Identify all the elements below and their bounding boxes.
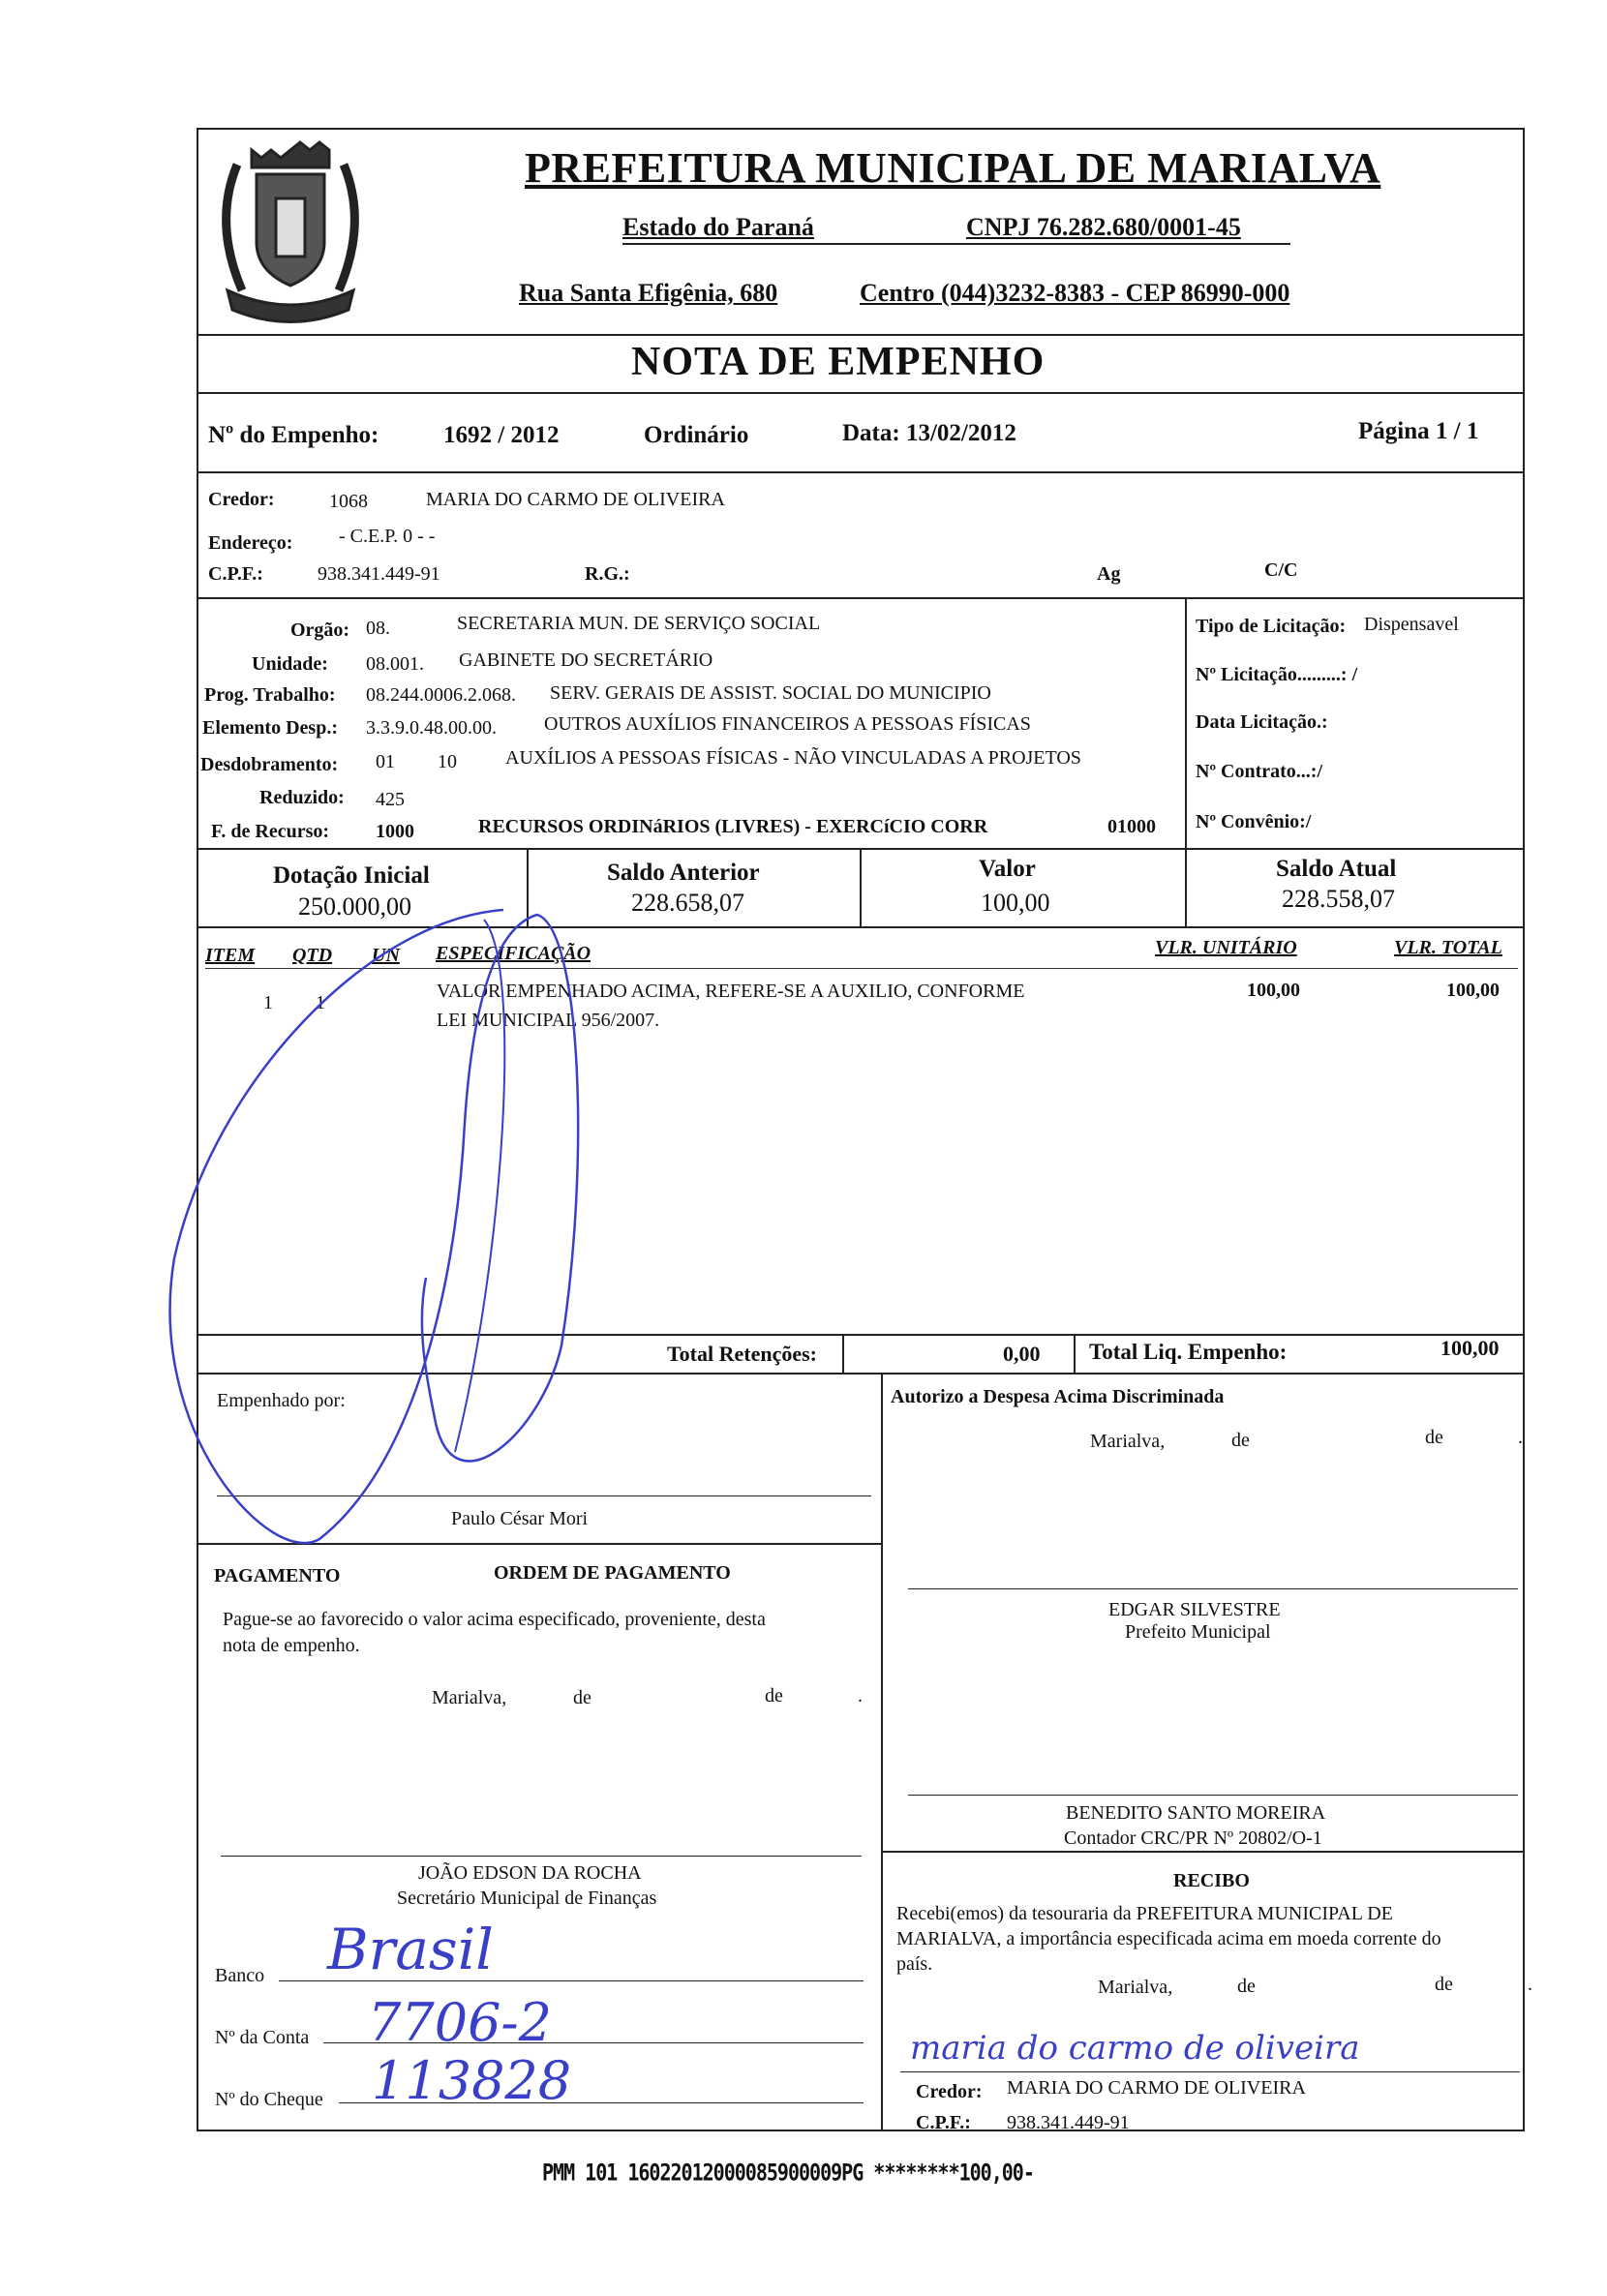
receipt-creditor-label: Credor: bbox=[916, 2081, 983, 2102]
divider-vertical bbox=[842, 1334, 844, 1373]
desdobramento-code-2: 10 bbox=[438, 751, 457, 772]
saldo-atual-label: Saldo Atual bbox=[1276, 856, 1397, 882]
creditor-signature: maria do carmo de oliveira bbox=[910, 2029, 1360, 2068]
divider bbox=[197, 597, 1525, 599]
state-label: Estado do Paraná bbox=[622, 213, 814, 241]
secretario-name: JOÃO EDSON DA ROCHA bbox=[418, 1862, 642, 1884]
district-phone-label: Centro (044)3232-8383 - CEP 86990-000 bbox=[860, 279, 1290, 307]
col-qtd: QTD bbox=[292, 945, 333, 966]
col-especificacao: ESPECIFICAÇÃO bbox=[436, 943, 591, 964]
prog-label: Prog. Trabalho: bbox=[204, 684, 336, 706]
signature-line bbox=[908, 1795, 1518, 1796]
recibo-dot: . bbox=[1528, 1974, 1532, 1995]
divider bbox=[881, 1851, 1525, 1853]
liquido-value: 100,00 bbox=[1440, 1336, 1500, 1360]
saldo-anterior-label: Saldo Anterior bbox=[607, 860, 760, 886]
empenho-date: Data: 13/02/2012 bbox=[842, 420, 1016, 446]
reduzido-label: Reduzido: bbox=[259, 787, 345, 808]
unidade-code: 08.001. bbox=[366, 653, 424, 675]
divider bbox=[197, 471, 1525, 473]
contract-number: Nº Contrato...:/ bbox=[1196, 761, 1323, 782]
orgao-label: Orgão: bbox=[290, 619, 350, 641]
signature-line bbox=[900, 2071, 1520, 2072]
item-qty: 1 bbox=[316, 992, 325, 1013]
col-total-value: VLR. TOTAL bbox=[1394, 937, 1502, 958]
divider-vertical bbox=[527, 848, 529, 927]
divider-vertical bbox=[860, 848, 862, 927]
autorizo-de-1: de bbox=[1231, 1430, 1250, 1451]
desdobramento-label: Desdobramento: bbox=[200, 754, 339, 775]
cpf-label: C.P.F.: bbox=[208, 563, 263, 585]
check-number-label: Nº do Cheque bbox=[215, 2089, 323, 2110]
pagamento-label: PAGAMENTO bbox=[214, 1565, 341, 1586]
divider-vertical bbox=[1185, 597, 1187, 849]
state-underline bbox=[622, 243, 1290, 245]
divider bbox=[197, 1373, 1525, 1375]
pagamento-de-1: de bbox=[573, 1687, 591, 1708]
page-number: Página 1 / 1 bbox=[1358, 418, 1479, 444]
desdobramento-name: AUXÍLIOS A PESSOAS FÍSICAS - NÃO VINCULADAS A PROJETOS bbox=[505, 747, 1081, 769]
pague-text-line2: nota de empenho. bbox=[223, 1635, 360, 1656]
fonte-number: 01000 bbox=[1107, 816, 1156, 837]
cnpj-label: CNPJ 76.282.680/0001-45 bbox=[966, 213, 1241, 241]
items-header-underline bbox=[205, 968, 1518, 969]
recibo-text-line2: MARIALVA, a importância especificada acima em moeda corrente do bbox=[896, 1928, 1441, 1949]
valor-label: Valor bbox=[979, 856, 1036, 882]
licitacao-type: Dispensavel bbox=[1364, 614, 1459, 635]
bank-handwritten: Brasil bbox=[327, 1917, 494, 1982]
item-number: 1 bbox=[263, 992, 273, 1013]
ordem-pagamento-label: ORDEM DE PAGAMENTO bbox=[494, 1562, 731, 1584]
recibo-city: Marialva, bbox=[1098, 1977, 1173, 1998]
divider-vertical bbox=[881, 1373, 883, 2131]
autorizo-de-2: de bbox=[1425, 1427, 1443, 1448]
signature-line bbox=[908, 1588, 1518, 1589]
saldo-anterior-value: 228.658,07 bbox=[631, 889, 744, 917]
elemento-name: OUTROS AUXÍLIOS FINANCEIROS A PESSOAS FÍSICAS bbox=[544, 713, 1031, 735]
rg-label: R.G.: bbox=[585, 563, 630, 585]
divider bbox=[197, 334, 1525, 336]
empenhado-por-label: Empenhado por: bbox=[217, 1390, 346, 1411]
document-title: NOTA DE EMPENHO bbox=[631, 340, 1046, 384]
divider bbox=[197, 392, 1525, 394]
account-label: C/C bbox=[1264, 559, 1298, 581]
fonte-code: 1000 bbox=[376, 821, 414, 842]
check-handwritten: 113828 bbox=[372, 2050, 572, 2111]
prefeito-title: Prefeito Municipal bbox=[1125, 1621, 1271, 1643]
desdobramento-code-1: 01 bbox=[376, 751, 395, 772]
unidade-name: GABINETE DO SECRETÁRIO bbox=[459, 650, 713, 671]
municipal-crest-logo bbox=[198, 136, 382, 329]
fonte-label: F. de Recurso: bbox=[211, 821, 330, 842]
receipt-cpf-label: C.P.F.: bbox=[916, 2112, 971, 2133]
creditor-code: 1068 bbox=[329, 491, 368, 512]
empenhado-por-name: Paulo César Mori bbox=[451, 1508, 589, 1529]
micr-code: PMM 101 16022012000085900009PG ********100,00- bbox=[542, 2158, 1034, 2187]
retencoes-label: Total Retenções: bbox=[667, 1342, 817, 1366]
item-unit-value: 100,00 bbox=[1247, 980, 1300, 1001]
saldo-atual-value: 228.558,07 bbox=[1282, 885, 1395, 913]
fonte-name: RECURSOS ORDINáRIOS (LIVRES) - EXERCíCIO CORR bbox=[478, 816, 988, 837]
elemento-code: 3.3.9.0.48.00.00. bbox=[366, 717, 497, 739]
account-handwritten: 7706-2 bbox=[368, 1992, 553, 2053]
recibo-de-1: de bbox=[1237, 1976, 1256, 1997]
recibo-label: RECIBO bbox=[1173, 1870, 1250, 1891]
divider-vertical bbox=[1074, 1334, 1076, 1373]
bank-label: Banco bbox=[215, 1965, 265, 1986]
recibo-text-line3: país. bbox=[896, 1953, 933, 1975]
contador-title: Contador CRC/PR Nº 20802/O-1 bbox=[1064, 1828, 1322, 1849]
autorizo-label: Autorizo a Despesa Acima Discriminada bbox=[891, 1386, 1225, 1407]
creditor-label: Credor: bbox=[208, 489, 275, 510]
prefeito-name: EDGAR SILVESTRE bbox=[1108, 1599, 1281, 1620]
agency-label: Ag bbox=[1097, 563, 1121, 585]
item-spec-line1: VALOR EMPENHADO ACIMA, REFERE-SE A AUXILIO, CONFORME bbox=[437, 981, 1025, 1002]
pagamento-de-2: de bbox=[765, 1685, 783, 1707]
signature-line bbox=[221, 1856, 862, 1857]
dotacao-inicial-value: 250.000,00 bbox=[298, 892, 411, 921]
orgao-name: SECRETARIA MUN. DE SERVIÇO SOCIAL bbox=[457, 613, 821, 634]
agreement-number: Nº Convênio:/ bbox=[1196, 811, 1312, 832]
address-field-label: Endereço: bbox=[208, 532, 293, 554]
col-unit-value: VLR. UNITÁRIO bbox=[1155, 937, 1297, 958]
divider-vertical bbox=[1185, 848, 1187, 927]
retencoes-value: 0,00 bbox=[1003, 1342, 1041, 1366]
reduzido-value: 425 bbox=[376, 789, 405, 810]
divider bbox=[197, 926, 1525, 928]
receipt-creditor-name: MARIA DO CARMO DE OLIVEIRA bbox=[1007, 2077, 1306, 2099]
prog-name: SERV. GERAIS DE ASSIST. SOCIAL DO MUNICIPIO bbox=[550, 682, 991, 704]
licitacao-type-label: Tipo de Licitação: bbox=[1196, 616, 1347, 637]
licitacao-number: Nº Licitação.........: / bbox=[1196, 664, 1358, 685]
item-total-value: 100,00 bbox=[1446, 980, 1500, 1001]
creditor-name: MARIA DO CARMO DE OLIVEIRA bbox=[426, 489, 725, 510]
dotacao-inicial-label: Dotação Inicial bbox=[273, 862, 430, 889]
prog-code: 08.244.0006.2.068. bbox=[366, 684, 516, 706]
empenho-number-label: Nº do Empenho: bbox=[208, 422, 379, 448]
elemento-label: Elemento Desp.: bbox=[202, 717, 338, 739]
autorizo-dot: . bbox=[1518, 1427, 1523, 1448]
empenho-number: 1692 / 2012 bbox=[443, 422, 560, 448]
pague-text-line1: Pague-se ao favorecido o valor acima especificado, proveniente, desta bbox=[223, 1609, 766, 1630]
valor-value: 100,00 bbox=[981, 889, 1050, 917]
empenho-type: Ordinário bbox=[644, 422, 749, 448]
signature-line bbox=[217, 1495, 871, 1496]
col-item: ITEM bbox=[205, 945, 256, 966]
recibo-text-line1: Recebi(emos) da tesouraria da PREFEITURA MUNICIPAL DE bbox=[896, 1903, 1393, 1924]
unidade-label: Unidade: bbox=[252, 653, 328, 675]
contador-name: BENEDITO SANTO MOREIRA bbox=[1066, 1802, 1326, 1824]
address-value: - C.E.P. 0 - - bbox=[339, 526, 436, 547]
page-title: PREFEITURA MUNICIPAL DE MARIALVA bbox=[525, 144, 1381, 192]
col-un: UN bbox=[372, 945, 400, 966]
pagamento-dot: . bbox=[858, 1685, 863, 1707]
recibo-de-2: de bbox=[1435, 1974, 1453, 1995]
liquido-label: Total Liq. Empenho: bbox=[1089, 1340, 1288, 1364]
licitacao-date: Data Licitação.: bbox=[1196, 711, 1328, 733]
cpf-value: 938.341.449-91 bbox=[318, 563, 440, 585]
account-number-label: Nº da Conta bbox=[215, 2027, 310, 2048]
orgao-code: 08. bbox=[366, 618, 390, 639]
divider bbox=[197, 1543, 881, 1545]
divider bbox=[197, 1334, 1525, 1336]
pagamento-city: Marialva, bbox=[432, 1687, 507, 1708]
address-label: Rua Santa Efigênia, 680 bbox=[519, 279, 778, 307]
autorizo-city: Marialva, bbox=[1090, 1431, 1166, 1452]
secretario-title: Secretário Municipal de Finanças bbox=[397, 1888, 657, 1909]
receipt-cpf-value: 938.341.449-91 bbox=[1007, 2112, 1130, 2133]
item-spec-line2: LEI MUNICIPAL 956/2007. bbox=[437, 1010, 660, 1031]
